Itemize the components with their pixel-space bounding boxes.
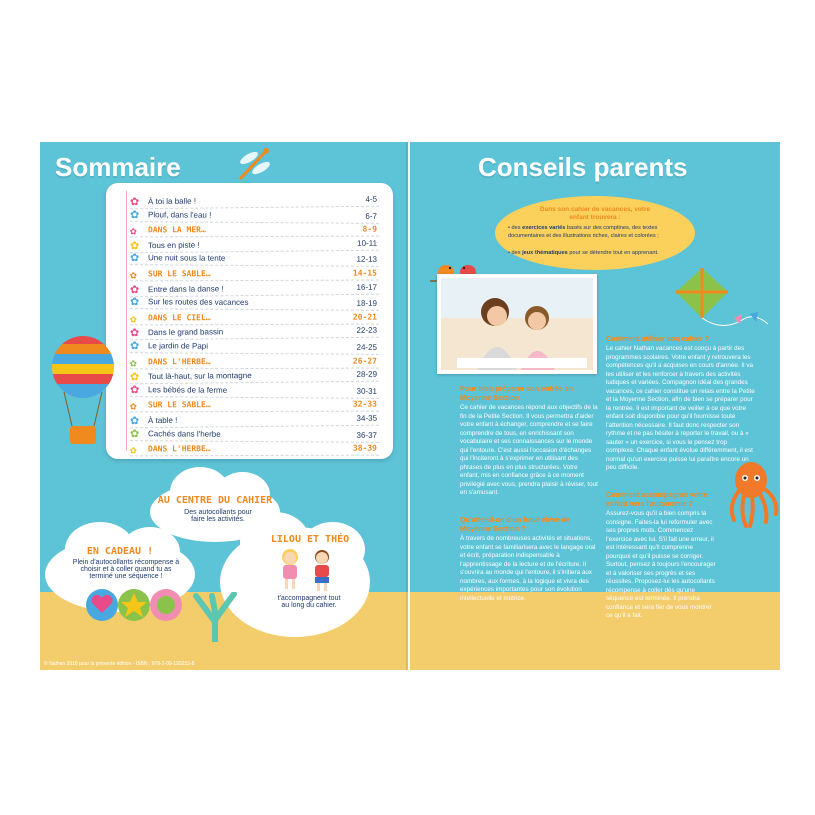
toc-pages: 38-39: [352, 443, 378, 453]
toc-pages: 12-13: [356, 255, 378, 265]
toc-label: Tous en piste !: [147, 240, 200, 250]
star-icon: ✿: [129, 208, 140, 221]
toc-label: DANS L'HERBE…: [147, 444, 211, 454]
star-icon: ✿: [129, 399, 137, 413]
toc-label: SUR LE SABLE…: [147, 400, 211, 410]
toc-pages: 22-23: [356, 326, 378, 336]
bubble-item: • des jeux thématiques pour se détendre tout en apprenant.: [508, 250, 659, 256]
star-icon: ✿: [129, 268, 137, 282]
toc-pages: 24-25: [356, 342, 378, 352]
section-text: Assurez-vous qu'il a bien compris la consigne. Faites-la lui reformuler avec ses propres mots. Commencez l'exercice avec lui. S'il fait une erreur, il est intéressant qu'il comprenne pourquoi et qu'il puisse se corriger. Surtout, pensez à toujours l'encourager et à valoriser ses progrès et ses réussites. Proposez-lui les autocollants récompense à coller dès qu'une séquence est terminée. Il prendra confiance et sera fier de vous montrer ce qu'il a fait.: [606, 510, 716, 619]
star-icon: ✿: [129, 443, 137, 457]
page-title: Conseils parents: [478, 152, 688, 182]
toc-pages: 6-7: [365, 211, 378, 221]
star-icon: ✿: [129, 415, 140, 428]
hot-air-balloon-icon: [50, 334, 116, 464]
toc-pages: 8-9: [362, 224, 378, 234]
toc-label: À table !: [147, 415, 178, 426]
bubble-item: • des exercices variés basés sur des comptines, des textes documentaires et des illustrations riches, claires et colorées ;: [508, 225, 659, 239]
star-icon: ✿: [129, 427, 140, 440]
conseils-parents-page: [410, 142, 780, 670]
section-heading: Comment utiliser son cahier ?: [606, 334, 710, 343]
toc-pages: 34-35: [356, 413, 378, 423]
toc-label: DANS L'HERBE…: [147, 356, 211, 366]
section-heading: Comment accompagner votre enfant vers l'autonomie ?: [606, 490, 708, 508]
toc-pages: 30-31: [356, 386, 378, 396]
star-icon: ✿: [129, 196, 140, 209]
sand-ground: [410, 592, 780, 670]
toc-pages: 16-17: [356, 282, 378, 292]
center-text: Des autocollants pour faire les activités.: [184, 509, 252, 523]
bubble-item-text: des: [511, 225, 523, 231]
star-icon: ✿: [129, 371, 140, 384]
toc-label: Les bébés de la ferme: [147, 385, 228, 395]
toc-label: Le jardin de Papi: [147, 341, 209, 351]
bubble-item-bold: jeux thématiques: [522, 250, 568, 256]
star-icon: ✿: [129, 327, 140, 340]
star-icon: ✿: [129, 283, 140, 296]
footer-copyright: © Nathan 2018 pour la présente édition - ISBN : 978-2-09-193253-8: [44, 661, 195, 667]
toc-label: DANS LA MER…: [147, 225, 206, 235]
section-text: Ce cahier de vacances répond aux objectifs de la fin de la Petite Section. Il vous permettra d'aider votre enfant à échanger, comprendre et se faire comprendre de tous, en enrichissant son vocabulaire et ses connaissances sur le monde qui l'entoure. C'est aussi l'occasion d'échanges qui l'inciteront à s'exprimer en utilisant des phrases de plus en plus structurées. Votre enfant, mis en confiance grâce à ce moment privilégié avec vous, prendra plaisir à réviser, tout en s'amusant.: [460, 404, 598, 496]
toc-pages: 18-19: [356, 298, 378, 309]
toc-label: Une nuit sous la tente: [147, 253, 226, 264]
bubble-item-text: pour se détendre tout en apprenant.: [567, 250, 659, 256]
bubble-item-text: basés sur des comptines, des textes documentaires et des illustrations riches, claires et colorées ;: [508, 225, 659, 239]
toc-pages: 20-21: [352, 312, 378, 322]
bubble-heading: Dans son cahier de vacances, votre enfant trouvera :: [539, 206, 651, 221]
section-heading: Qu'attend-on d'un futur élève de Moyenne Section ?: [460, 515, 571, 533]
toc-pages: 28-29: [356, 369, 378, 380]
mother-daughter-photo: [437, 274, 597, 374]
toc-label: Entre dans la danse !: [147, 283, 224, 294]
star-icon: ✿: [129, 252, 140, 265]
star-icon: ✿: [129, 340, 140, 353]
star-icon: ✿: [129, 356, 137, 370]
toc-label: Sur les routes des vacances: [147, 297, 249, 308]
section-heading: Pour bien préparer son entrée en Moyenne Section: [460, 384, 574, 402]
star-icon: ✿: [129, 240, 140, 253]
star-icon: ✿: [129, 312, 137, 326]
seaweed-icon: [190, 592, 240, 642]
characters-text: t'accompagnent tout au long du cahier.: [277, 595, 341, 609]
page-title: Sommaire: [55, 152, 181, 182]
toc-pages: 14-15: [352, 268, 378, 278]
toc-pages: 4-5: [365, 194, 378, 204]
kite-icon: [672, 262, 772, 342]
star-icon: ✿: [129, 383, 140, 396]
toc-label: Cachés dans l'herbe: [147, 428, 221, 439]
section-text: Le cahier Nathan vacances est conçu à partir des programmes scolaires. Votre enfant y retrouvera les compétences qu'il a acquises en cours d'année. Il va les utiliser et les renforcer à travers des activités ludiques et variées. Compagnon idéal des grandes vacances, ce cahier constitue un relais entre la Petite et la Moyenne Section, afin de bien se préparer pour la rentrée. Il est important de veiller à ce que votre enfant soit disponible pour qu'il fournisse toute l'attention nécessaire. Il faut donc respecter son rythme et ne pas hésiter à reporter le travail, ou à « sauter » un exercice, si vous le pensez trop complexe. Chaque enfant évolue différemment, il est normal qu'un exercice puisse lui paraître encore un peu difficile.: [606, 345, 755, 471]
margin-line: [126, 191, 127, 451]
toc-entry: [130, 338, 379, 355]
dragonfly-icon: [235, 144, 275, 184]
toc-entry: [130, 266, 379, 282]
section-text: À travers de nombreuses activités et situations, votre enfant se familiarisera avec le langage oral et écrit, préparation indispensable à l'apprentissage de la lecture et de l'écriture. Il s'ouvrira au monde qui l'entoure, il s'initiera aux nombres, aux formes, à la logique et vivra des expériences importantes pour son évolution intellectuelle et motrice.: [460, 535, 596, 602]
bubble-item-text: des: [511, 250, 523, 256]
toc-pages: 32-33: [352, 399, 378, 410]
toc-label: DANS LE CIEL…: [147, 312, 211, 323]
toc-pages: 10-11: [357, 238, 378, 248]
lilou-theo-illustration: [272, 547, 342, 593]
characters-heading: LILOU ET THÉO: [270, 534, 350, 545]
gift-text: Plein d'autocollants récompense à choisir et à coller quand tu as terminé une séquence !: [72, 559, 180, 580]
toc-pages: 36-37: [356, 430, 378, 440]
sommaire-page: [40, 142, 408, 670]
reward-stickers: [84, 587, 184, 623]
toc-label: Plouf, dans l'eau !: [147, 209, 212, 220]
toc-label: Tout là-haut, sur la montagne: [147, 371, 252, 382]
table-of-contents: [106, 183, 393, 459]
toc-entry: [130, 441, 379, 457]
toc-label: À toi la balle !: [147, 196, 197, 207]
toc-label: Dans le grand bassin: [147, 327, 224, 338]
star-icon: ✿: [129, 296, 140, 309]
gift-heading: EN CADEAU !: [86, 546, 154, 557]
toc-label: SUR LE SABLE…: [147, 269, 211, 279]
octopus-icon: [722, 460, 780, 530]
star-icon: ✿: [129, 224, 137, 238]
bubble-item-bold: exercices variés: [522, 225, 566, 231]
toc-entry: [130, 294, 379, 311]
center-heading: AU CENTRE DU CAHIER: [157, 495, 273, 506]
toc-pages: 26-27: [352, 356, 378, 366]
